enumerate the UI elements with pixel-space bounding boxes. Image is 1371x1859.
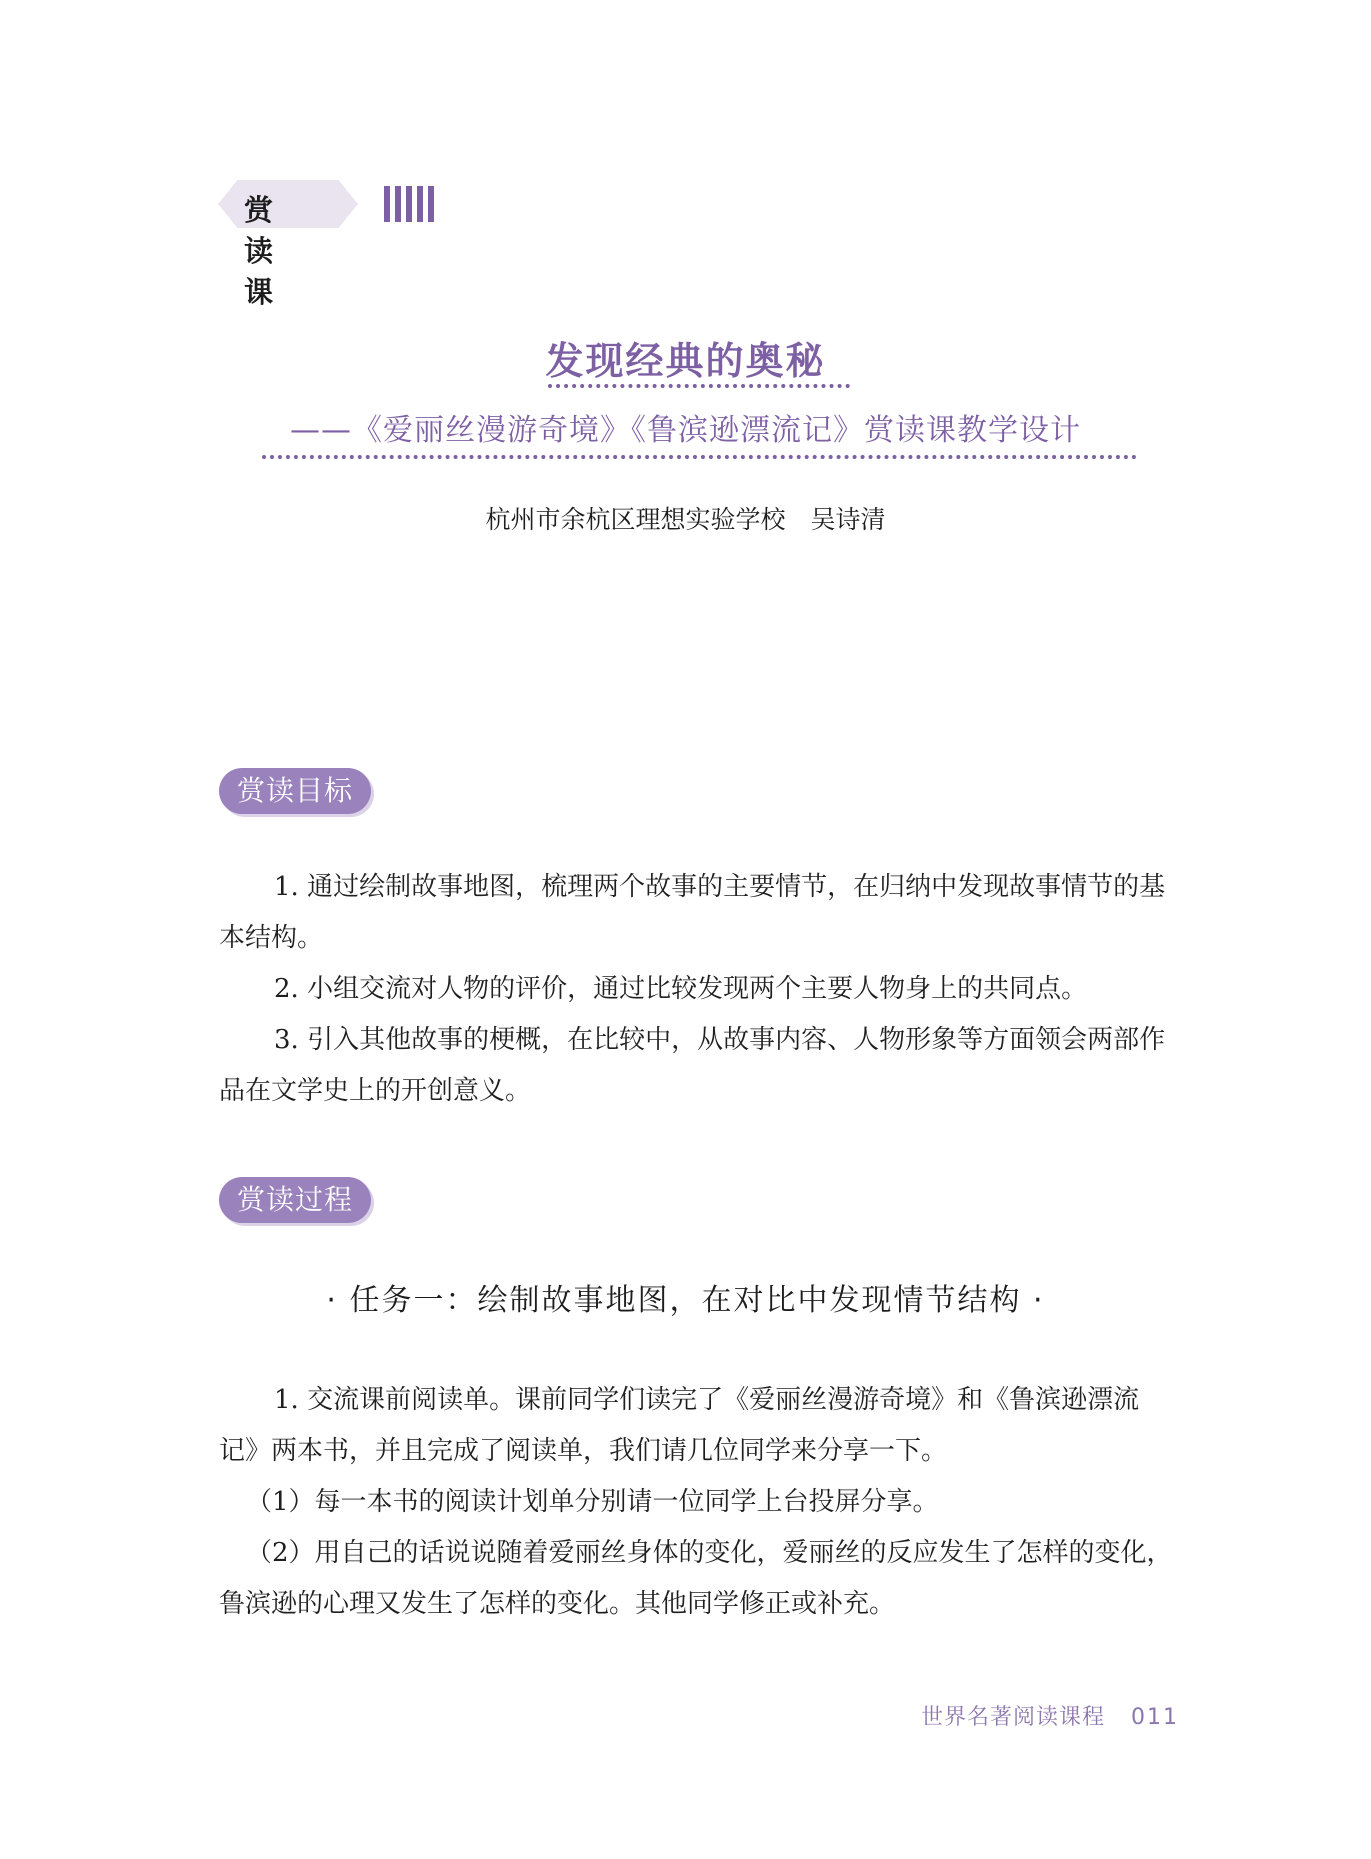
tag-bar — [406, 186, 412, 222]
page-footer — [921, 1700, 1179, 1731]
heading-process: 赏读过程 — [219, 1177, 371, 1223]
footer-book-title: 世界名著阅读课程 — [920, 1705, 1105, 1730]
page-subtitle: ——《爱丽丝漫游奇境》《鲁滨逊漂流记》赏读课教学设计 — [290, 413, 1081, 448]
task-title: · 任务一：绘制故事地图，在对比中发现情节结构 · — [326, 1283, 1045, 1318]
title-underline — [548, 384, 850, 392]
goal-item: 2. 小组交流对人物的评价，通过比较发现两个主要人物身上的共同点。 — [274, 974, 1088, 1004]
subtitle-underline — [262, 455, 1137, 463]
tag-bar — [428, 186, 434, 222]
tag-bar — [417, 186, 423, 222]
author-line: 杭州市余杭区理想实验学校 吴诗清 — [485, 505, 886, 534]
tag-bar — [384, 186, 390, 222]
process-item: 1. 交流课前阅读单。课前同学们读完了《爱丽丝漫游奇境》和《鲁滨逊漂流记》两本书，并且完成了阅读单，我们请几位同学来分享一下。 — [219, 1385, 1140, 1466]
page-number: 011 — [1131, 1705, 1179, 1730]
tag-bar — [395, 186, 401, 222]
heading-goals: 赏读目标 — [219, 768, 371, 814]
process-item: （2）用自己的话说说随着爱丽丝身体的变化，爱丽丝的反应发生了怎样的变化，鲁滨逊的心理又发生了怎样的变化。其他同学修正或补充。 — [219, 1538, 1173, 1619]
section-tag-label: 赏读课 — [244, 193, 275, 309]
section-tag-shape — [218, 180, 358, 228]
page-title: 发现经典的奥秘 — [545, 339, 826, 383]
section-tag-bars — [384, 186, 434, 222]
goal-item: 3. 引入其他故事的梗概，在比较中，从故事内容、人物形象等方面领会两部作品在文学史上的开创意义。 — [219, 1025, 1166, 1106]
process-item: （1）每一本书的阅读计划单分别请一位同学上台投屏分享。 — [246, 1487, 939, 1517]
goal-item: 1. 通过绘制故事地图，梳理两个故事的主要情节，在归纳中发现故事情节的基本结构。 — [219, 872, 1166, 953]
